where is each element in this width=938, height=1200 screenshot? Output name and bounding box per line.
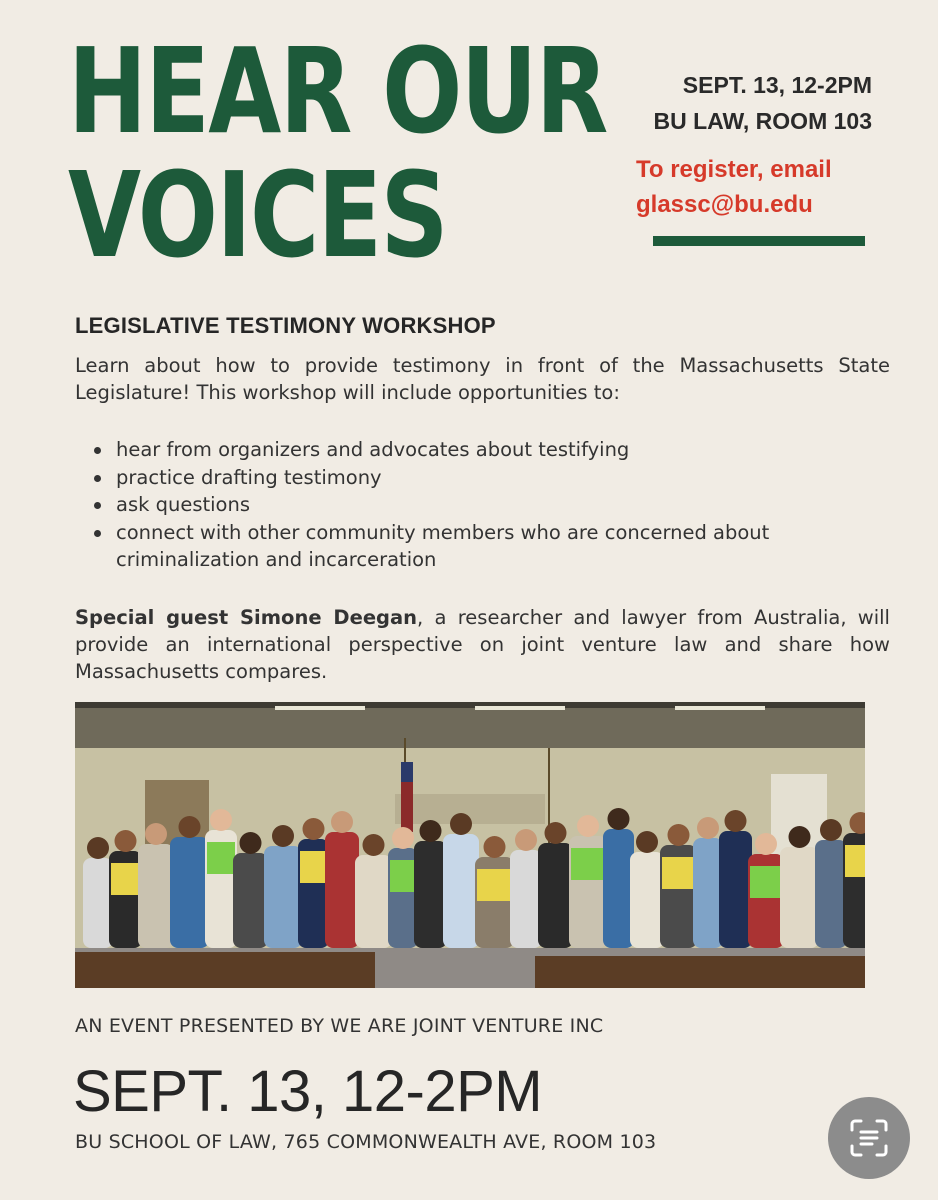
bullet-icon: [94, 447, 101, 454]
list-item: hear from organizers and advocates about testifying: [92, 436, 892, 464]
footer-date-time: SEPT. 13, 12-2PM: [73, 1059, 543, 1124]
headline: [68, 22, 607, 284]
section-title: LEGISLATIVE TESTIMONY WORKSHOP: [75, 313, 496, 338]
headline-line-2: VOICES: [68, 146, 447, 284]
event-location: BU LAW, ROOM 103: [653, 108, 872, 134]
special-guest-paragraph: [75, 604, 890, 685]
bullet-icon: [94, 475, 101, 482]
group-photo-illustration: [75, 702, 865, 988]
register-instructions: To register, email: [636, 156, 832, 183]
presented-by: AN EVENT PRESENTED BY WE ARE JOINT VENTURE INC: [75, 1015, 604, 1037]
footer-address: BU SCHOOL OF LAW, 765 COMMONWEALTH AVE, ROOM 103: [75, 1131, 657, 1153]
event-date-time: SEPT. 13, 12-2PM: [682, 72, 872, 98]
bullet-icon: [94, 530, 101, 537]
text-scan-button[interactable]: [828, 1097, 910, 1179]
text-scan-icon: [848, 1117, 890, 1159]
headline-line-1: HEAR OUR: [68, 22, 607, 160]
list-item: connect with other community members who are concerned about criminalization and incarceration: [92, 519, 892, 574]
bullet-icon: [94, 502, 101, 509]
group-photo: [75, 702, 865, 988]
intro-paragraph: Learn about how to provide testimony in front of the Massachusetts State Legislature! This workshop will include opportunities to:: [75, 354, 890, 404]
guest-description: , a researcher and lawyer from Australia, will provide an international perspective on joint venture law and share how Massachusetts compares.: [75, 606, 890, 683]
guest-name: Special guest Simone Deegan: [75, 606, 418, 629]
list-item: ask questions: [92, 491, 892, 519]
list-item: practice drafting testimony: [92, 464, 892, 492]
opportunities-list: [92, 436, 892, 574]
register-email[interactable]: glassc@bu.edu: [636, 191, 813, 218]
accent-bar: [653, 236, 865, 246]
